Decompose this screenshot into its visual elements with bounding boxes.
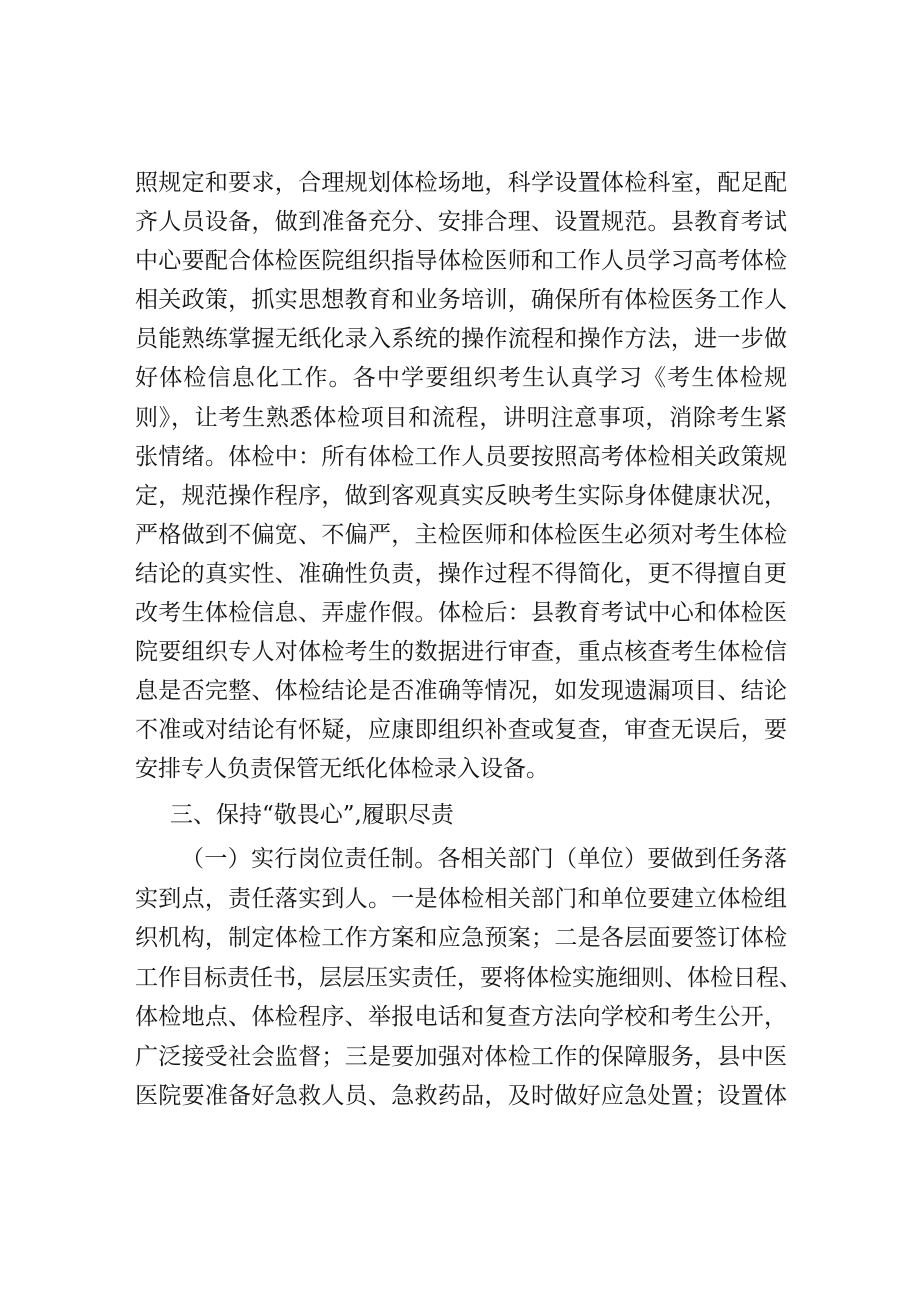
- paragraph-line: 定，规范操作程序，做到客观真实反映考生实际身体健康状况，: [135, 482, 787, 509]
- paragraph-line: 严格做到不偏宽、不偏严，主检医师和体检医生必须对考生体检: [135, 521, 787, 548]
- paragraph-line: 则》，让考生熟悉体检项目和流程，讲明注意事项，消除考生紧: [135, 404, 787, 431]
- paragraph-line: 中心要配合体检医院组织指导体检医师和工作人员学习高考体检: [135, 248, 787, 275]
- paragraph-line: 员能熟练掌握无纸化录入系统的操作流程和操作方法，进一步做: [135, 326, 787, 353]
- paragraph-line: （一）实行岗位责任制。各相关部门（单位）要做到任务落: [181, 846, 787, 872]
- paragraph-line: 不准或对结论有怀疑，应康即组织补查或复查，审查无误后，要: [135, 717, 787, 744]
- paragraph-line: 院要组织专人对体检考生的数据进行审查，重点核查考生体检信: [135, 639, 787, 666]
- paragraph-line: 好体检信息化工作。各中学要组织考生认真学习《考生体检规: [135, 365, 787, 392]
- paragraph-line: 安排专人负责保管无纸化体检录入设备。: [135, 756, 549, 783]
- paragraph-line: 医院要准备好急救人员、急救药品，及时做好应急处置；设置体: [135, 1083, 787, 1109]
- paragraph-line: 工作目标责任书，层层压实责任，要将体检实施细则、体检日程、: [135, 964, 802, 991]
- paragraph-responsibility-system: [135, 840, 802, 1117]
- paragraph-line: 体检地点、体检程序、举报电话和复查方法向学校和考生公开，: [135, 1004, 787, 1030]
- paragraph-line: 实到点，责任落实到人。一是体检相关部门和单位要建立体检组: [135, 885, 787, 912]
- paragraph-line: 广泛接受社会监督；三是要加强对体检工作的保障服务，县中医: [135, 1043, 787, 1070]
- section-heading: 三、保持“敬畏心”,履职尽责: [170, 802, 454, 828]
- paragraph-line: 改考生体检信息、弄虚作假。体检后：县教育考试中心和体检医: [135, 600, 787, 627]
- paragraph-line: 张情绪。体检中：所有体检工作人员要按照高考体检相关政策规: [135, 443, 787, 470]
- paragraph-line: 结论的真实性、准确性负责，操作过程不得简化，更不得擅自更: [135, 560, 787, 587]
- paragraph-exam-procedures: [135, 164, 787, 790]
- paragraph-line: 齐人员设备，做到准备充分、安排合理、设置规范。县教育考试: [135, 209, 787, 236]
- paragraph-line: 织机构，制定体检工作方案和应急预案；二是各层面要签订体检: [135, 925, 787, 951]
- paragraph-line: 照规定和要求，合理规划体检场地，科学设置体检科室，配足配: [135, 170, 787, 196]
- paragraph-line: 相关政策，抓实思想教育和业务培训，确保所有体检医务工作人: [135, 287, 787, 314]
- paragraph-line: 息是否完整、体检结论是否准确等情况，如发现遗漏项目、结论: [135, 678, 787, 705]
